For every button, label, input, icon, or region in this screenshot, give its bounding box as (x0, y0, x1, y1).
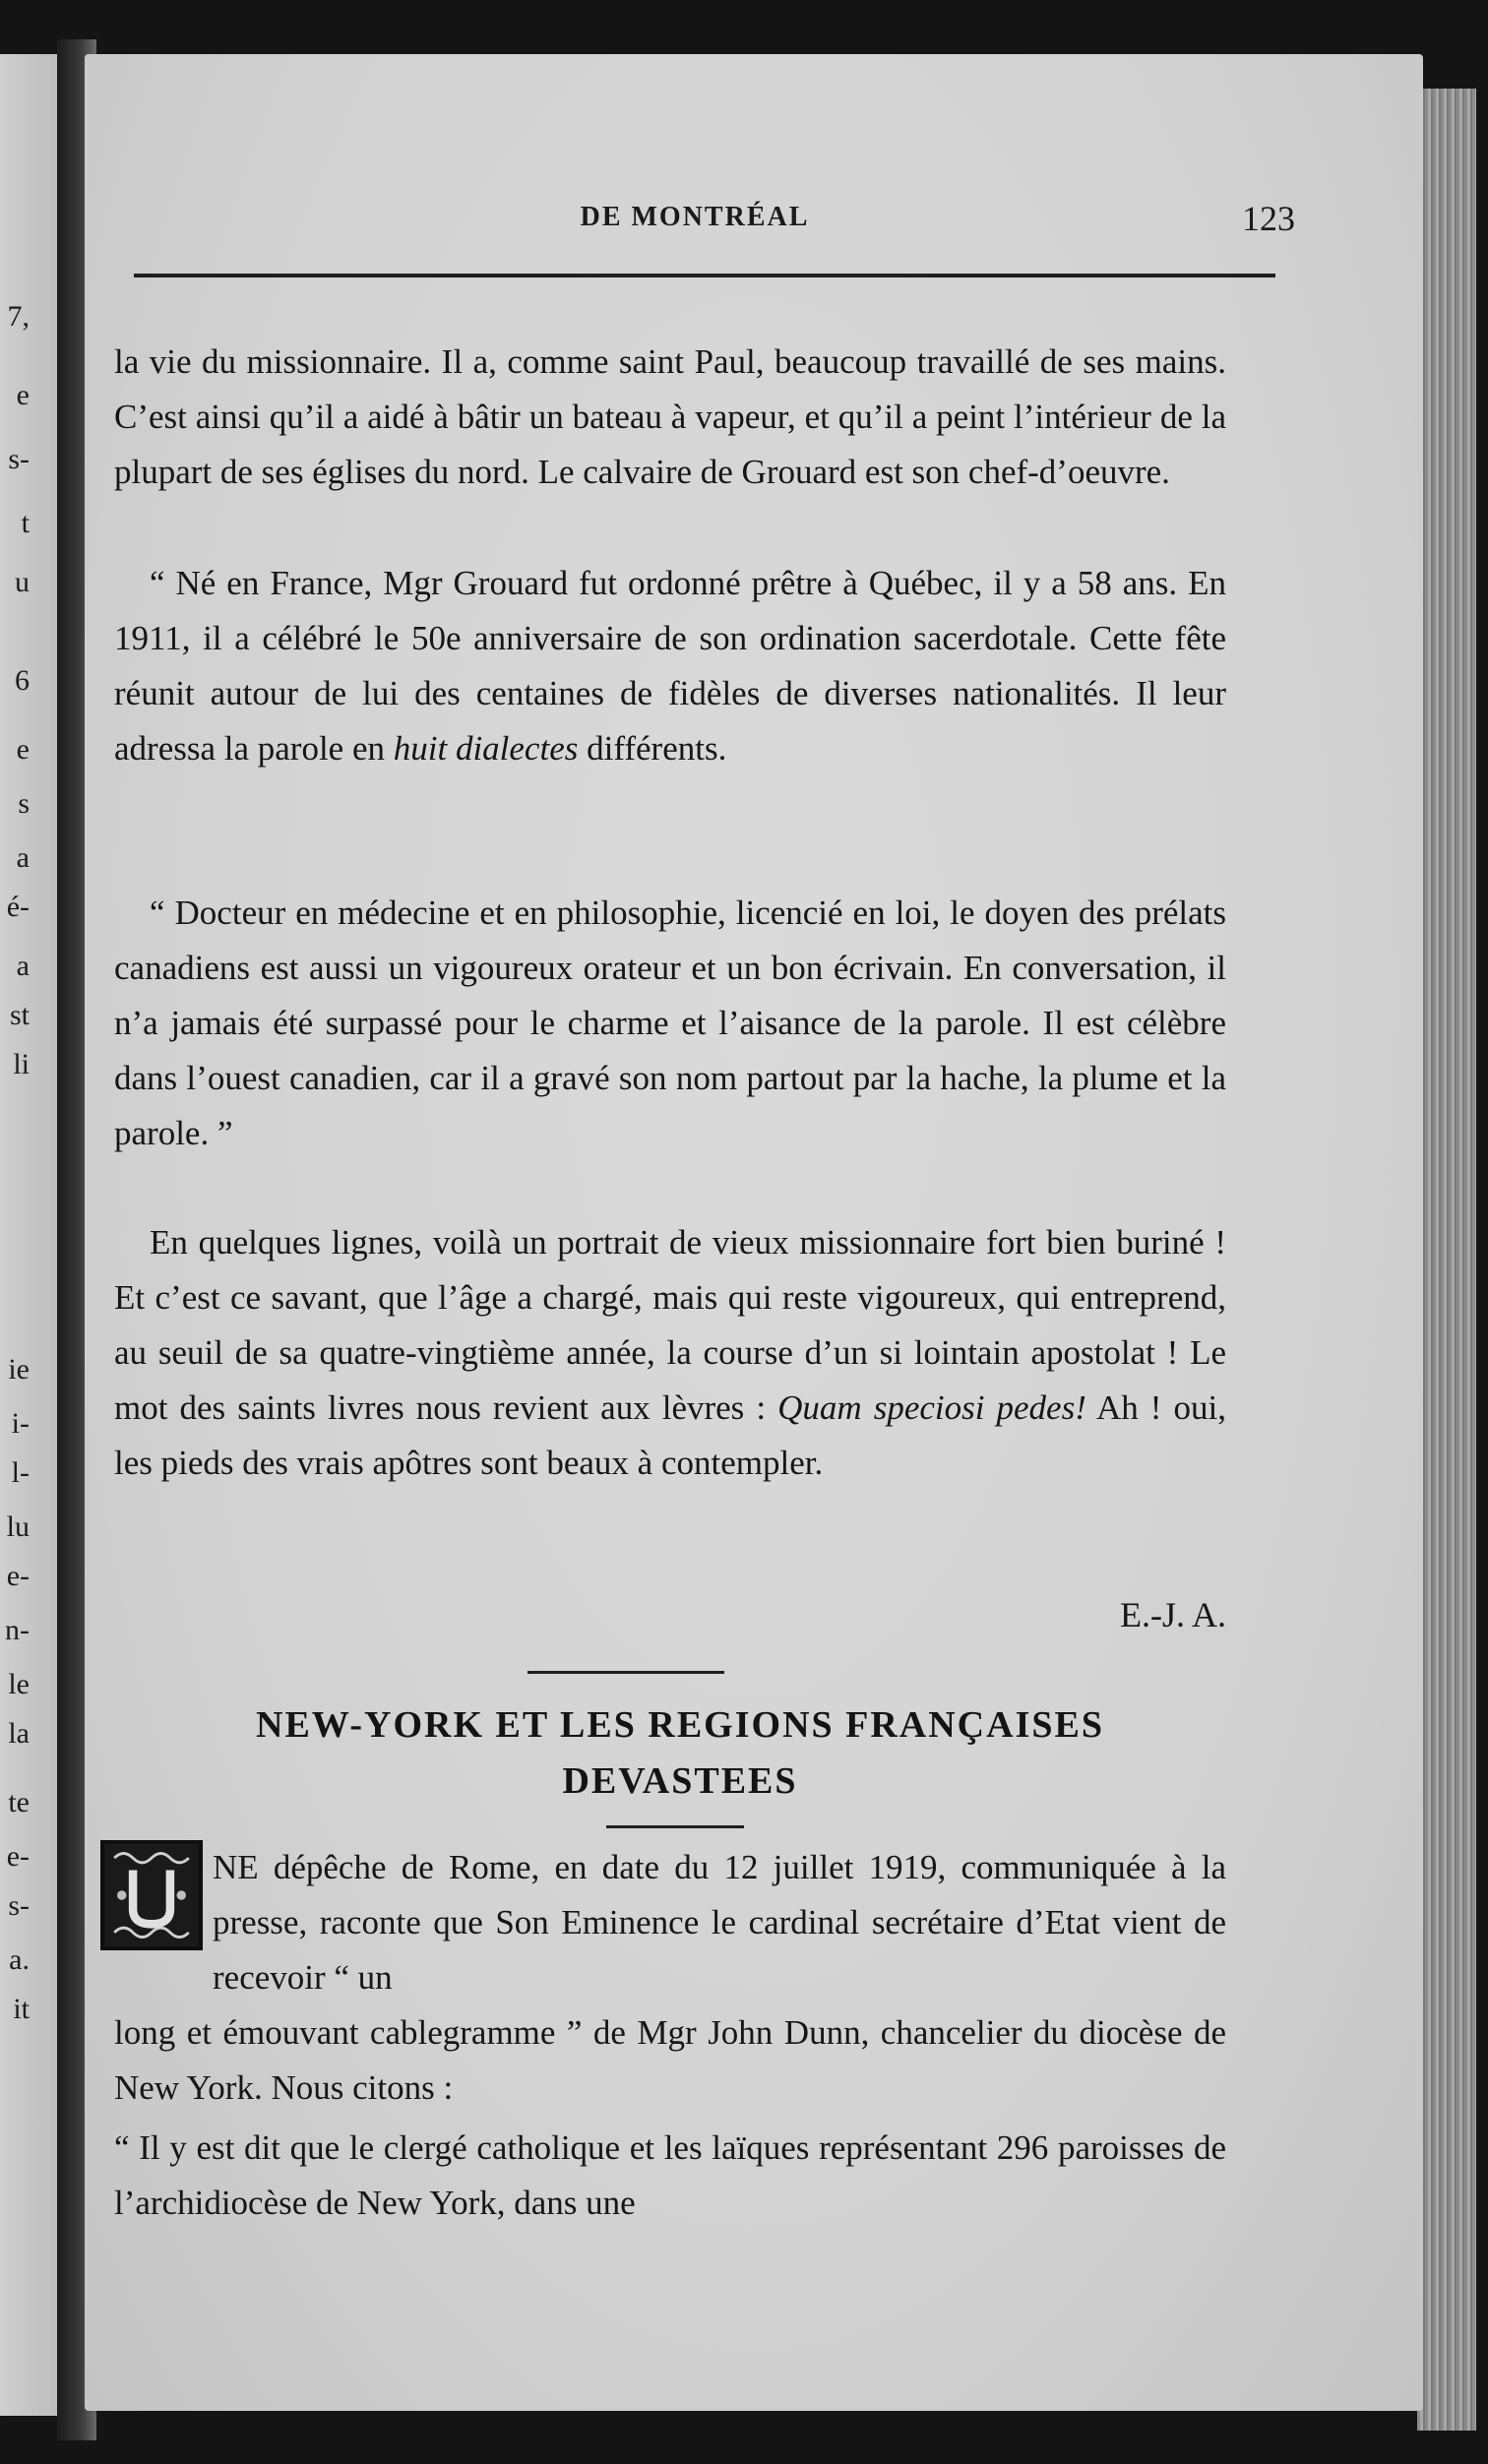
page-edge (1417, 89, 1476, 2431)
facing-page-fragment: li (13, 1048, 30, 1080)
paragraph-3 (114, 886, 1226, 1161)
dropcap-ornament (100, 1840, 203, 1950)
paragraph-4-end: Ah ! oui, les pieds des vrais apôtres sont beaux à contempler. (114, 1388, 1226, 1482)
paragraph-2 (114, 556, 1226, 776)
facing-page-fragment: e- (6, 1840, 30, 1873)
signature: E.-J. A. (1120, 1595, 1226, 1634)
header-rule (134, 274, 1275, 277)
facing-page-fragment: i- (11, 1407, 30, 1440)
facing-page-fragment: la (8, 1717, 30, 1750)
book-page (85, 54, 1423, 2411)
facing-page-fragment: s (18, 787, 30, 820)
paragraph-2-text: “ Né en France, Mgr Grouard fut ordonné prêtre à Québec, il y a 58 ans. En 1911, il a célébré le 50e anniversaire de son ordination sacerdotale. Cette fête réunit autour de lui des centaines de fidèles de diverses nationalités. Il leur adressa la parole en (114, 564, 1226, 768)
facing-page-fragment: e (16, 733, 30, 766)
paragraph-1 (114, 335, 1226, 500)
separator-rule-top (527, 1671, 724, 1674)
facing-page-fragment: te (8, 1786, 30, 1818)
facing-page-fragment: e (16, 379, 30, 411)
facing-page-fragment: s- (8, 443, 30, 475)
paragraph-2-italic: huit dialectes (393, 729, 579, 768)
section-title-line-1: NEW-YORK ET LES REGIONS FRANÇAISES (256, 1704, 1104, 1746)
facing-page-fragment: e- (6, 1560, 30, 1592)
facing-page-fragment: it (13, 1993, 30, 2025)
facing-page-fragment: ie (8, 1353, 30, 1386)
paragraph-2-end: différents. (578, 729, 727, 768)
facing-page-fragment: a (16, 841, 30, 874)
page-number: 123 (1242, 199, 1295, 238)
paragraph-4-italic: Quam speciosi pedes! (777, 1388, 1086, 1427)
facing-page-fragment: le (8, 1668, 30, 1700)
paragraph-4 (114, 1215, 1226, 1491)
separator-rule-bottom (606, 1825, 744, 1828)
running-head (124, 199, 1295, 261)
facing-page-strip (0, 54, 57, 2416)
paragraph-3-text: “ Docteur en médecine et en philosophie, licencié en loi, le doyen des prélats canadiens est aussi un vigoureux orateur et un bon écrivain. En conversation, il n’a jamais été surpassé pour le charme et l’aisance de la parole. Il est célèbre dans l’ouest canadien, car il a gravé son nom partout par la hache, la plume et la parole. ” (114, 893, 1226, 1152)
section-continuation: long et émouvant cablegramme ” de Mgr John Dunn, chancelier du diocèse de New York. Nous citons : (114, 2013, 1226, 2107)
paragraph-1-text: la vie du missionnaire. Il a, comme saint Paul, beaucoup travaillé de ses mains. C’est ainsi qu’il a aidé à bâtir un bateau à vapeur, et qu’il a peint l’intérieur de la plupart de ses églises du nord. Le calvaire de Grouard est son chef-d’oeuvre. (114, 342, 1226, 491)
facing-page-fragment: l- (11, 1456, 30, 1489)
facing-page-fragment: st (9, 999, 30, 1031)
facing-page-fragment: lu (6, 1510, 30, 1543)
facing-page-fragment: n- (5, 1614, 30, 1646)
section-title-line-2: DEVASTEES (562, 1760, 798, 1802)
dropcap-ornament-icon (104, 1844, 199, 1946)
facing-page-fragment: a. (9, 1943, 30, 1976)
section-quote: “ Il y est dit que le clergé catholique et les laïques représentant 296 paroisses de l’archidiocèse de New York, dans une (114, 2128, 1226, 2222)
facing-page-fragment: t (21, 507, 30, 539)
facing-page-fragment: 7, (7, 300, 30, 333)
facing-page-fragment: 6 (15, 664, 30, 697)
facing-page-fragment: é- (6, 891, 30, 923)
paragraph-4-text: En quelques lignes, voilà un portrait de vieux missionnaire fort bien buriné ! Et c’est ce savant, que l’âge a chargé, mais qui reste vigoureux, qui entreprend, au seuil de sa quatre-vingtième année, la course d’un si lointain apostolat ! Le mot des saints livres nous revient aux lèvres : (114, 1223, 1226, 1427)
facing-page-fragment: a (16, 950, 30, 982)
facing-page-fragment: u (15, 566, 30, 598)
section-first-lines: NE dépêche de Rome, en date du 12 juillet 1919, communiquée à la presse, raconte que Son Eminence le cardinal secrétaire d’Etat vient de recevoir “ un (213, 1848, 1226, 1997)
running-title: DE MONTRÉAL (580, 202, 810, 232)
facing-page-fragment: s- (8, 1889, 30, 1922)
